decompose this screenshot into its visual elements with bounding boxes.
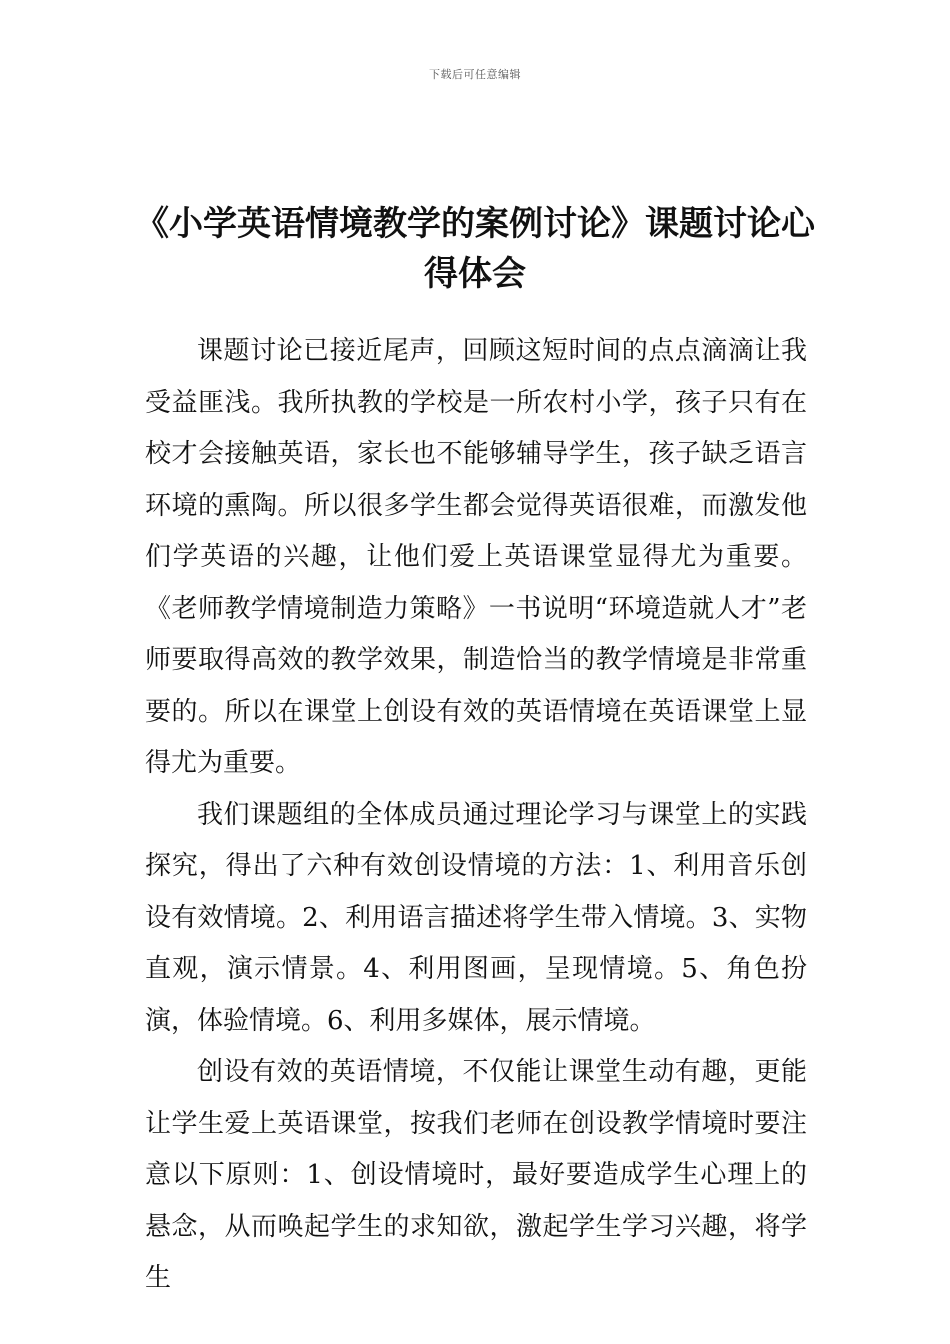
paragraph: 创设有效的英语情境，不仅能让课堂生动有趣，更能让学生爱上英语课堂，按我们老师在创设教学情境时要注意以下原则：1、创设情境时，最好要造成学生心理上的悬念，从而唤起学生的求知欲，激起学生学习兴趣，将学生 <box>145 1057 807 1293</box>
document-body <box>145 326 807 1305</box>
paragraph: 我们课题组的全体成员通过理论学习与课堂上的实践探究，得出了六种有效创设情境的方法：1、利用音乐创设有效情境。2、利用语言描述将学生带入情境。3、实物直观，演示情景。4、利用图画，呈现情境。5、角色扮演，体验情境。6、利用多媒体，展示情境。 <box>145 799 807 1036</box>
document-title: 《小学英语情境教学的案例讨论》课题讨论心得体会 <box>135 203 815 294</box>
header-note: 下载后可任意编辑 <box>429 68 521 81</box>
paragraph: 课题讨论已接近尾声，回顾这短时间的点点滴滴让我受益匪浅。我所执教的学校是一所农村小学，孩子只有在校才会接触英语，家长也不能够辅导学生，孩子缺乏语言环境的熏陶。所以很多学生都会觉得英语很难，而激发他们学英语的兴趣，让他们爱上英语课堂显得尤为重要。《老师教学情境制造力策略》一书说明“环境造就人才”老师要取得高效的教学效果，制造恰当的教学情境是非常重要的。所以在课堂上创设有效的英语情境在英语课堂上显得尤为重要。 <box>145 336 807 778</box>
